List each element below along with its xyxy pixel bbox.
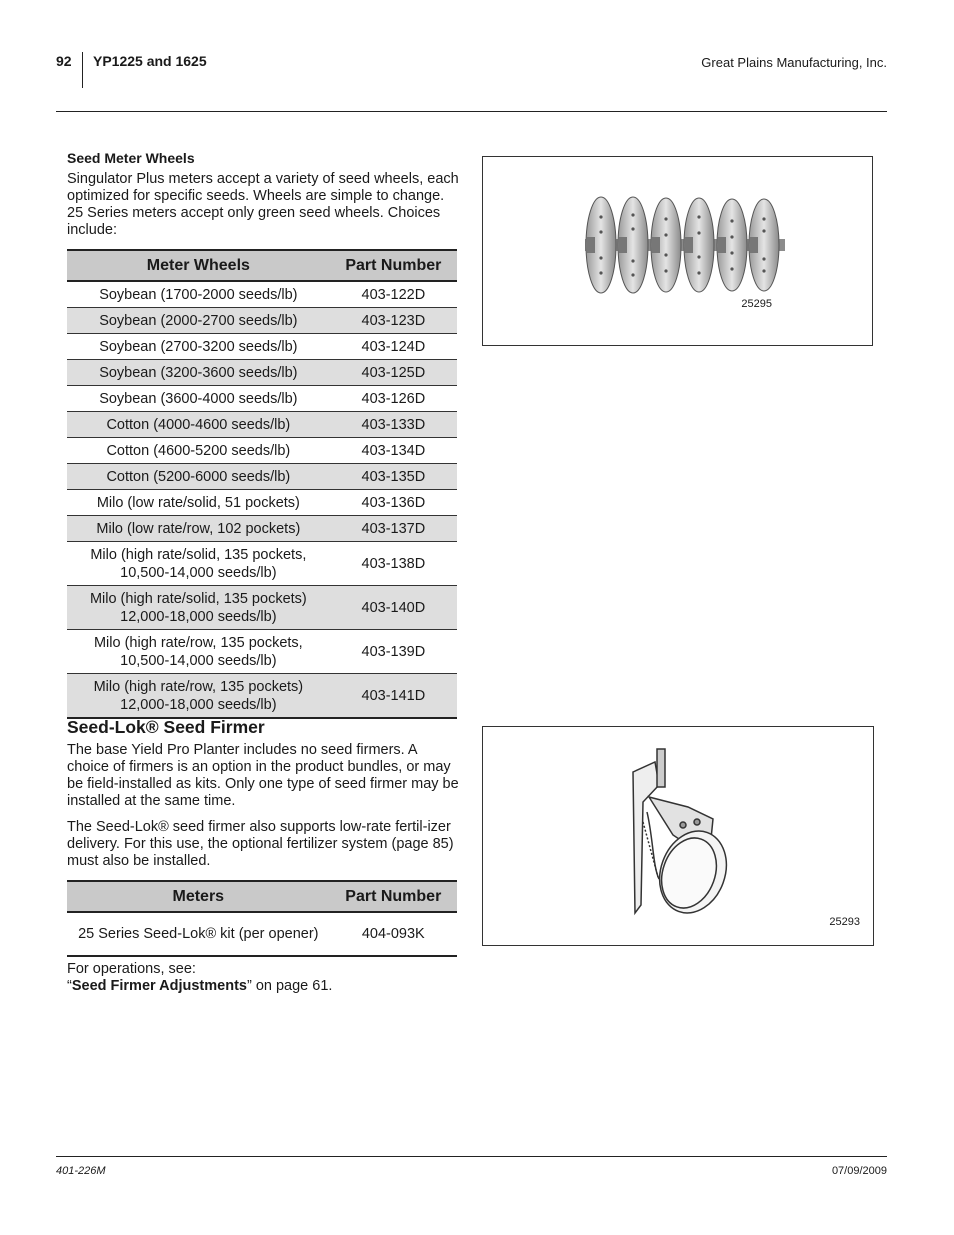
cell-part-number: 403-123D xyxy=(330,308,457,334)
table-row xyxy=(67,464,457,490)
table-row xyxy=(67,412,457,438)
seed-lok-paragraph-1: The base Yield Pro Planter includes no seed firmers. A choice of firmers is an option in the product bundles, or may be field-installed as kits. Only one type of seed firmer may be installed at the same time. xyxy=(67,742,459,809)
operations-page-ref: ” on page 61. xyxy=(246,978,333,994)
cell-description: Milo (low rate/solid, 51 pockets) xyxy=(67,490,330,516)
table-row xyxy=(67,674,457,719)
table-row xyxy=(67,586,457,630)
meter-wheels-table xyxy=(67,249,457,719)
cell-part-number: 403-122D xyxy=(330,281,457,308)
cell-description: Soybean (2700-3200 seeds/lb) xyxy=(67,334,330,360)
cell-description: Cotton (5200-6000 seeds/lb) xyxy=(67,464,330,490)
figure-seed-firmer xyxy=(482,726,874,946)
column-header: Part Number xyxy=(330,250,457,281)
document-number: 401-226M xyxy=(56,1165,106,1177)
table-row xyxy=(67,386,457,412)
cell-description: Cotton (4600-5200 seeds/lb) xyxy=(67,438,330,464)
cell-part-number: 403-137D xyxy=(330,516,457,542)
header-rule xyxy=(56,111,887,112)
table-row xyxy=(67,516,457,542)
cell-description: Soybean (3200-3600 seeds/lb) xyxy=(67,360,330,386)
seed-wheels-illustration xyxy=(483,157,872,345)
cell-description: Soybean (2000-2700 seeds/lb) xyxy=(67,308,330,334)
seed-firmer-adjustments-link[interactable]: Seed Firmer Adjustments xyxy=(71,978,247,994)
cell-part-number: 403-141D xyxy=(330,674,457,719)
quote-open: “ xyxy=(67,978,72,994)
footer-rule xyxy=(56,1156,887,1157)
document-date: 07/09/2009 xyxy=(831,1165,887,1177)
table-row xyxy=(67,308,457,334)
table-row xyxy=(67,281,457,308)
page-number: 92 xyxy=(56,53,72,69)
cell-description: 25 Series Seed-Lok® kit (per opener) xyxy=(67,912,330,956)
cell-part-number: 403-133D xyxy=(330,412,457,438)
column-header: Meter Wheels xyxy=(67,250,330,281)
table-header-row xyxy=(67,250,457,281)
cell-description: Soybean (1700-2000 seeds/lb) xyxy=(67,281,330,308)
cell-description: Cotton (4000-4600 seeds/lb) xyxy=(67,412,330,438)
table-row xyxy=(67,912,457,956)
seed-lok-table xyxy=(67,880,457,957)
column-header: Part Number xyxy=(330,881,457,912)
cell-part-number: 403-135D xyxy=(330,464,457,490)
cell-description: Milo (high rate/solid, 135 pockets) 12,000-18,000 seeds/lb) xyxy=(67,586,330,630)
cell-part-number: 403-125D xyxy=(330,360,457,386)
operations-intro: For operations, see: xyxy=(67,961,196,977)
cell-part-number: 404-093K xyxy=(330,912,457,956)
cell-part-number: 403-126D xyxy=(330,386,457,412)
table-row xyxy=(67,630,457,674)
section-heading-seed-lok: Seed-Lok® Seed Firmer xyxy=(67,717,265,737)
company-name: Great Plains Manufacturing, Inc. xyxy=(701,55,887,70)
cell-description: Milo (high rate/row, 135 pockets, 10,500-14,000 seeds/lb) xyxy=(67,630,330,674)
operations-link-line xyxy=(67,978,459,995)
cell-description: Milo (high rate/row, 135 pockets) 12,000-18,000 seeds/lb) xyxy=(67,674,330,719)
cell-part-number: 403-124D xyxy=(330,334,457,360)
cell-description: Milo (high rate/solid, 135 pockets, 10,500-14,000 seeds/lb) xyxy=(67,542,330,586)
figure-seed-wheels xyxy=(482,156,873,346)
seed-lok-paragraph-2: The Seed-Lok® seed firmer also supports low-rate fertil-izer delivery. For this use, the optional fertilizer system (page 85) must also be installed. xyxy=(67,819,454,869)
cell-part-number: 403-138D xyxy=(330,542,457,586)
table-row xyxy=(67,438,457,464)
seed-firmer-illustration xyxy=(483,727,873,945)
section-heading-seed-meter-wheels: Seed Meter Wheels xyxy=(67,150,195,166)
header-divider xyxy=(82,52,83,88)
table-row xyxy=(67,490,457,516)
table-row xyxy=(67,542,457,586)
cell-description: Soybean (3600-4000 seeds/lb) xyxy=(67,386,330,412)
table-row xyxy=(67,334,457,360)
seed-meter-intro: Singulator Plus meters accept a variety of seed wheels, each optimized for specific seeds. Wheels are simple to change. 25 Series meters accept only green seed wheels. Choices include: xyxy=(67,171,459,238)
table-header-row xyxy=(67,881,457,912)
cell-part-number: 403-136D xyxy=(330,490,457,516)
cell-part-number: 403-140D xyxy=(330,586,457,630)
table-row xyxy=(67,360,457,386)
document-title: YP1225 and 1625 xyxy=(93,53,207,69)
figure-number: 25293 xyxy=(829,916,860,928)
cell-part-number: 403-139D xyxy=(330,630,457,674)
operations-reference xyxy=(67,961,459,995)
figure-number: 25295 xyxy=(741,298,772,310)
column-header: Meters xyxy=(67,881,330,912)
cell-description: Milo (low rate/row, 102 pockets) xyxy=(67,516,330,542)
cell-part-number: 403-134D xyxy=(330,438,457,464)
